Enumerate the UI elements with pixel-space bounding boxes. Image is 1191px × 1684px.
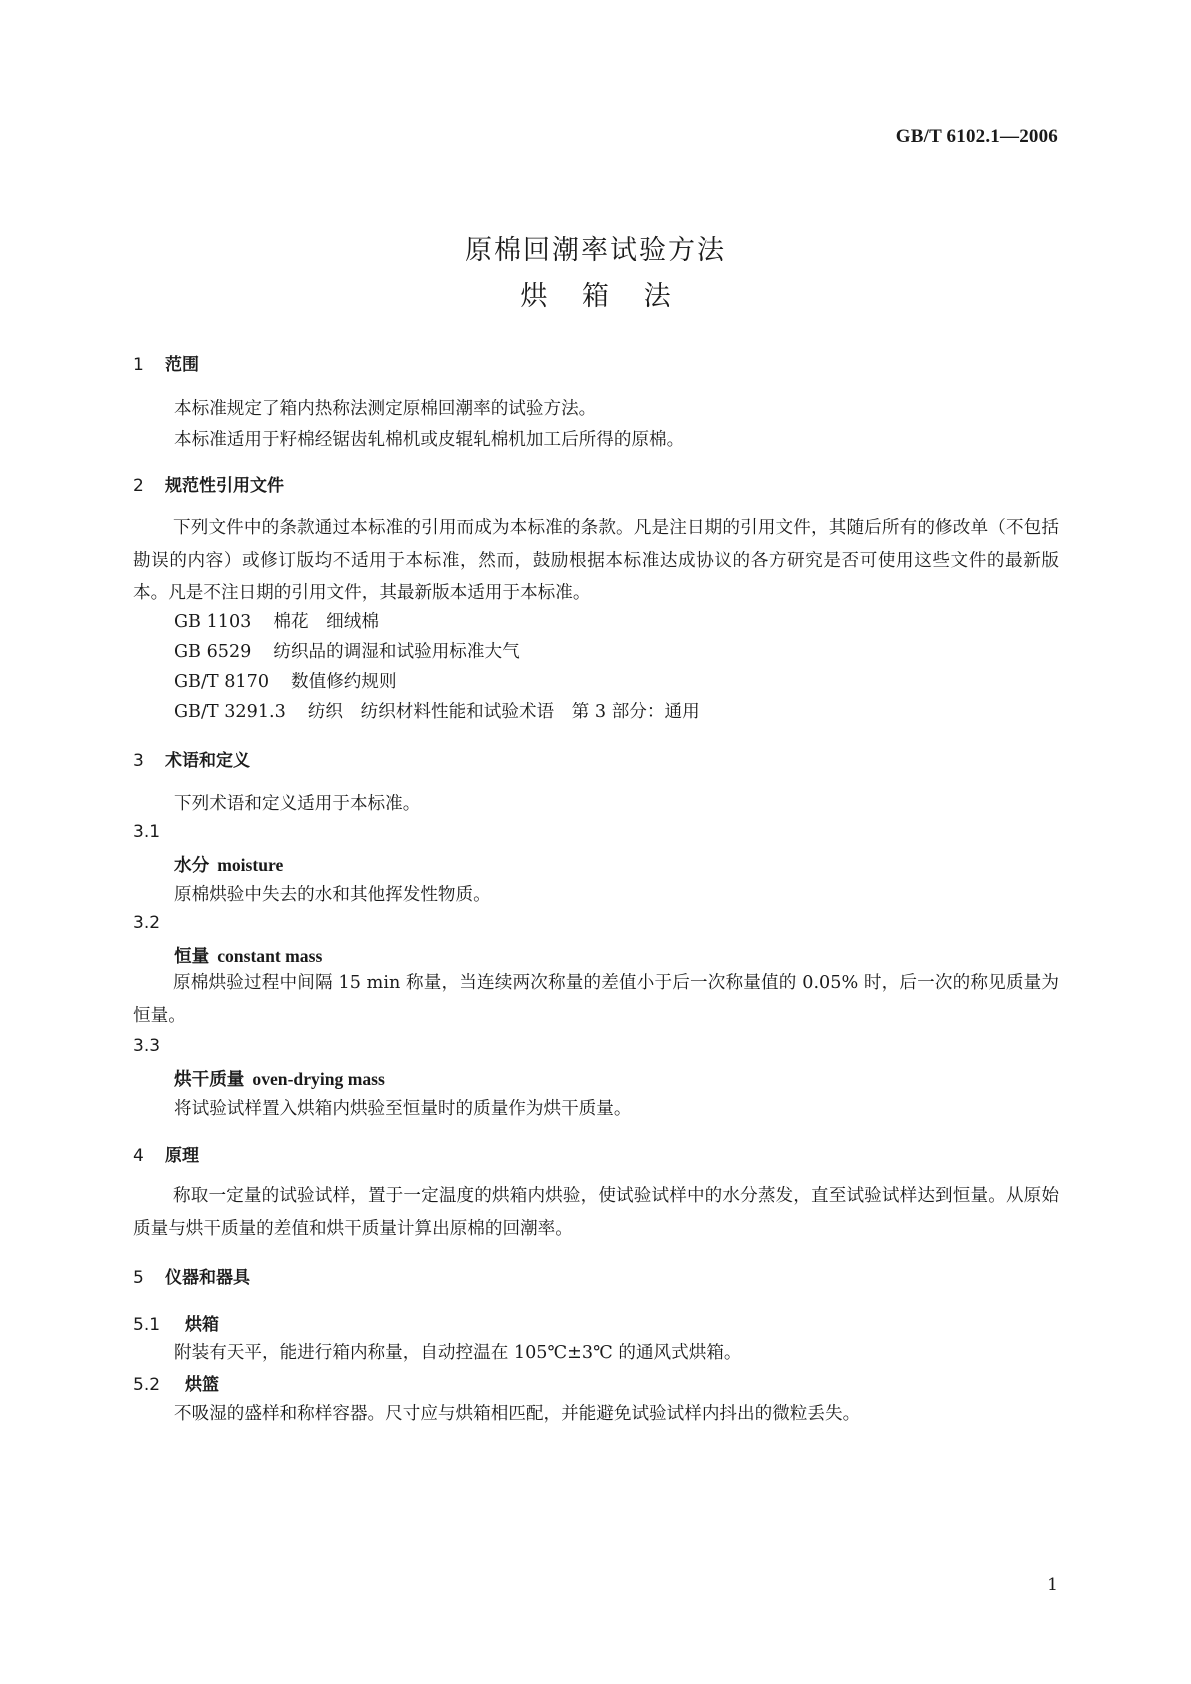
- section-1-paragraph-1: 本标准规定了箱内热称法测定原棉回潮率的试验方法。: [174, 399, 597, 419]
- term-english: moisture: [217, 855, 284, 875]
- subsection-label: 烘篮: [185, 1375, 219, 1395]
- reference-title: 数值修约规则: [291, 672, 397, 692]
- term-definition: 原棉烘验中失去的水和其他挥发性物质。: [174, 885, 491, 905]
- subsection-5-2-heading: [133, 1370, 219, 1395]
- reference-title: 棉花 细绒棉: [273, 612, 379, 632]
- term-heading: [174, 852, 283, 877]
- standard-number: GB/T 6102.1—2006: [895, 126, 1058, 147]
- reference-title: 纺织品的调湿和试验用标准大气: [273, 642, 520, 662]
- term-number: 3.1: [133, 822, 161, 842]
- section-number: 5: [133, 1268, 144, 1288]
- section-label: 范围: [165, 355, 199, 375]
- section-number: 3: [133, 751, 144, 771]
- section-4-heading: [133, 1141, 199, 1166]
- reference-item: [174, 638, 520, 663]
- term-chinese: 水分: [174, 855, 210, 876]
- term-heading: [174, 1066, 385, 1091]
- reference-code: GB/T 3291.3: [174, 702, 286, 722]
- section-2-paragraph: 下列文件中的条款通过本标准的引用而成为本标准的条款。凡是注日期的引用文件，其随后所有的修改单（不包括勘误的内容）或修订版均不适用于本标准，然而，鼓励根据本标准达成协议的各方研究是否可使用这些文件的最新版本。凡是不注日期的引用文件，其最新版本适用于本标准。: [133, 518, 1059, 603]
- term-chinese: 烘干质量: [174, 1069, 245, 1090]
- section-3-intro: 下列术语和定义适用于本标准。: [174, 794, 421, 814]
- section-3-heading: [133, 746, 250, 771]
- section-1-paragraph-2: 本标准适用于籽棉经锯齿轧棉机或皮辊轧棉机加工后所得的原棉。: [174, 430, 685, 450]
- term-english: oven-drying mass: [252, 1069, 385, 1089]
- reference-item: [174, 668, 397, 693]
- section-2-heading: [133, 471, 284, 496]
- document-subtitle: 烘 箱 法: [520, 281, 671, 312]
- subsection-number: 5.1: [133, 1315, 161, 1335]
- subsection-number: 5.2: [133, 1375, 161, 1395]
- term-number: 3.3: [133, 1036, 161, 1056]
- subsection-5-1-heading: [133, 1310, 219, 1335]
- reference-item: [174, 698, 700, 723]
- section-number: 2: [133, 476, 144, 496]
- reference-item: [174, 608, 379, 633]
- reference-code: GB 1103: [174, 612, 252, 632]
- term-definition: 将试验试样置入烘箱内烘验至恒量时的质量作为烘干质量。: [174, 1099, 632, 1119]
- term-heading: [174, 943, 322, 968]
- subsection-5-1-text: 附装有天平，能进行箱内称量，自动控温在 105℃±3℃ 的通风式烘箱。: [174, 1343, 742, 1363]
- subsection-label: 烘箱: [185, 1315, 219, 1335]
- term-chinese: 恒量: [174, 946, 210, 967]
- section-5-heading: [133, 1263, 250, 1288]
- section-number: 4: [133, 1146, 144, 1166]
- section-4-paragraph: 称取一定量的试验试样，置于一定温度的烘箱内烘验，使试验试样中的水分蒸发，直至试验试样达到恒量。从原始质量与烘干质量的差值和烘干质量计算出原棉的回潮率。: [133, 1186, 1059, 1239]
- reference-code: GB/T 8170: [174, 672, 270, 692]
- page-number: 1: [1047, 1575, 1058, 1595]
- term-english: constant mass: [217, 946, 323, 966]
- section-label: 原理: [165, 1146, 199, 1166]
- subsection-5-2-text: 不吸湿的盛样和称样容器。尺寸应与烘箱相匹配，并能避免试验试样内抖出的微粒丢失。: [174, 1404, 861, 1424]
- section-label: 规范性引用文件: [165, 476, 284, 496]
- section-label: 仪器和器具: [165, 1268, 250, 1288]
- document-title: 原棉回潮率试验方法: [465, 235, 726, 266]
- term-definition: 原棉烘验过程中间隔 15 min 称量，当连续两次称量的差值小于后一次称量值的 0.05% 时，后一次的称见质量为恒量。: [133, 973, 1059, 1026]
- term-number: 3.2: [133, 913, 161, 933]
- section-1-heading: [133, 350, 199, 375]
- reference-title: 纺织 纺织材料性能和试验术语 第 3 部分：通用: [307, 702, 700, 722]
- section-label: 术语和定义: [165, 751, 250, 771]
- reference-code: GB 6529: [174, 642, 252, 662]
- section-number: 1: [133, 355, 144, 375]
